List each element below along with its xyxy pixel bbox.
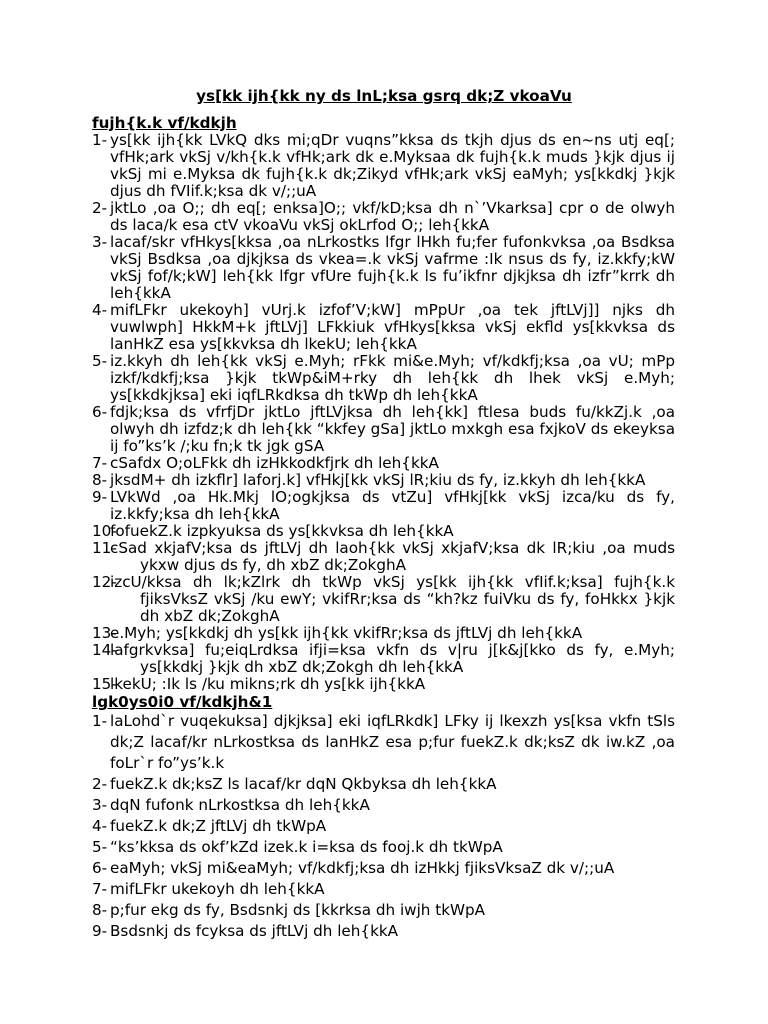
list-item	[92, 858, 675, 879]
list-item-number: 9-	[92, 922, 108, 940]
inspection-officer-duty-list	[92, 132, 675, 693]
document-body	[92, 114, 675, 942]
list-item	[92, 879, 675, 900]
list-item-number: 10-	[92, 522, 117, 540]
list-item	[92, 837, 675, 858]
list-item	[92, 642, 675, 676]
list-item	[92, 353, 675, 404]
list-item	[92, 574, 675, 625]
list-item-number: 3-	[92, 796, 108, 814]
list-item	[92, 132, 675, 200]
list-item-number: 12-	[92, 573, 117, 591]
list-item-number: 2-	[92, 775, 108, 793]
list-item-text: mifLFkr ukekoyh dh leh{kkA	[110, 880, 325, 898]
list-item-text: Bsdsnkj ds fcyksa ds jftLVj dh leh{kkA	[110, 922, 399, 940]
list-item-text: eaMyh; vkSj mi&eaMyh; vf/kdkfj;ksa dh izHkkj fjiksVksaZ dk v/;;uA	[110, 859, 615, 877]
list-item	[92, 900, 675, 921]
list-item-text: “ks’kksa ds okf’kZd izek.k i=ksa ds fooj.k dh tkWpA	[110, 838, 503, 856]
list-item-number: 2-	[92, 199, 108, 217]
list-item-text: jksdM+ dh izkflr] laforj.k] vfHkj[kk vkSj lR;kiu ds fy, iz.kkyh dh leh{kkA	[110, 471, 646, 489]
list-item-number: 1-	[92, 131, 108, 149]
list-item-text: jktLo ,oa O;; dh eq[; enksa]O;; vkf/kD;ksa dh n`’Vkarksa] cpr o de olwyh ds laca/k esa ctV vkoaVu vkSj okLrfod O;; leh{kkA	[110, 199, 675, 234]
list-item-number: 5-	[92, 352, 108, 370]
list-item	[92, 455, 675, 472]
page-title: ys[kk ijh{kk ny ds lnL;ksa gsrq dk;Z vkoaVu	[196, 87, 572, 105]
list-item-text: iz.kkyh dh leh{kk vkSj e.Myh; rFkk mi&e.Myh; vf/kdkfj;ksa ,oa vU; mPp izkf/kdkfj;ksa }kjk tkWp&iM+rky dh leh{kk dh lhek vkSj e.Myh; ys[kkdkjksa] eki iqfLRkdksa dh tkWp dh leh{kkA	[110, 352, 675, 404]
list-item-number: 6-	[92, 403, 108, 421]
list-item-text: fdjk;ksa ds vfrfjDr jktLo jftLVjksa dh leh{kk] ftlesa buds fu/kkZj.k ,oa olwyh dh izfdz;k dh leh{kk “kkfey gSa] jktLo mxkgh esa fxjkoV ds ekeyksa ij fo”ks’k /;ku fn;k tk jgk gSA	[110, 403, 676, 455]
list-item	[92, 921, 675, 942]
list-item	[92, 523, 675, 540]
assistant-audit-officer-duty-list	[92, 711, 675, 942]
list-item-text: lkekU; :Ik ls /ku mikns;rk dh ys[kk ijh{kkA	[110, 675, 426, 693]
list-item-number: 15-	[92, 675, 117, 693]
list-item-text: laLohd`r vuqekuksa] djkjksa] eki iqfLRkdk] LFky ij lkexzh ys[ksa vkfn tSls dk;Z lacaf/kr nLrkostksa ds lanHkZ esa p;fur fuekZ.k dk;ksZ dk iw.kZ ,oa foLr`r fo”ys’k.k	[110, 712, 675, 772]
list-item	[92, 200, 675, 234]
list-item-number: 8-	[92, 471, 108, 489]
list-item-number: 11-	[92, 539, 117, 557]
list-item	[92, 404, 675, 455]
list-item-text: izcU/kksa dh lk;kZlrk dh tkWp vkSj ys[kk ijh{kk vfIif.k;ksa] fujh{k.k fjiksVksZ vkSj /ku ewY; vkifRr;ksa ds “kh?kz fuiVku ds fy, foHkkx }kjk dh xbZ dk;ZokghA	[110, 573, 675, 625]
list-item	[92, 472, 675, 489]
section-heading-assistant-audit-officer: lgk0ys0i0 vf/kdkjh&1	[92, 693, 273, 711]
list-item-text: mifLFkr ukekoyh] vUrj.k izfof’V;kW] mPpUr ,oa tek jftLVj]] njks dh vuwlwph] HkkM+k jftLVj] LFkkiuk vfHkys[kksa vkSj ekfld ys[kkvksa ds lanHkZ esa ys[kkvksa dh lkekU; leh{kkA	[110, 301, 675, 353]
list-item-text: e.Myh; ys[kkdkj dh ys[kk ijh{kk vkifRr;ksa ds jftLVj dh leh{kkA	[110, 624, 583, 642]
section-heading-inspection-officer: fujh{k.k vf/kdkjh	[92, 114, 237, 132]
list-item-text: fofuekZ.k izpkyuksa ds ys[kkvksa dh leh{kkA	[110, 522, 454, 540]
list-item	[92, 489, 675, 523]
list-item-text: p;fur ekg ds fy, Bsdsnkj ds [kkrksa dh iwjh tkWpA	[110, 901, 486, 919]
list-item	[92, 774, 675, 795]
list-item-text: lafgrkvksa] fu;eiqLrdksa ifji=ksa vkfn ds v|ru j[k&j[kko ds fy, e.Myh; ys[kkdkj }kjk dh xbZ dk;Zokgh dh leh{kkA	[110, 641, 675, 676]
list-item-text: cSad xkjafV;ksa ds jftLVj dh laoh{kk vkSj xkjafV;ksa dk lR;kiu ,oa muds ykxw djus ds fy, dh xbZ dk;ZokghA	[110, 539, 675, 574]
list-item-number: 7-	[92, 880, 108, 898]
list-item	[92, 676, 675, 693]
list-item-text: ys[kk ijh{kk LVkQ dks mi;qDr vuqns”kksa ds tkjh djus ds en~ns utj eq[; vfHk;ark vkSj v/kh{k.k vfHk;ark dk e.Myksaa dk fujh{k.k muds }kjk djus ij vkSj mi e.Myksa dk fujh{k.k dk;Zikyd vfHk;ark vkSj eaMyh; ys[kkdkj }kjk djus dh fVIif.k;ksa dk v/;;uA	[110, 131, 675, 200]
list-item-number: 4-	[92, 301, 108, 319]
list-item-number: 1-	[92, 712, 108, 730]
list-item	[92, 302, 675, 353]
list-item	[92, 795, 675, 816]
list-item-text: cSafdx O;oLFkk dh izHkkodkfjrk dh leh{kkA	[110, 454, 439, 472]
list-item-number: 4-	[92, 817, 108, 835]
list-item	[92, 711, 675, 774]
list-item	[92, 234, 675, 302]
list-item-number: 8-	[92, 901, 108, 919]
list-item-number: 3-	[92, 233, 108, 251]
list-item-text: fuekZ.k dk;ksZ ls lacaf/kr dqN Qkbyksa dh leh{kkA	[110, 775, 497, 793]
list-item-number: 7-	[92, 454, 108, 472]
list-item-number: 14-	[92, 641, 117, 659]
list-item	[92, 540, 675, 574]
list-item-number: 6-	[92, 859, 108, 877]
list-item-text: fuekZ.k dk;Z jftLVj dh tkWpA	[110, 817, 327, 835]
list-item-text: lacaf/skr vfHkys[kksa ,oa nLrkostks lfgr lHkh fu;fer fufonkvksa ,oa Bsdksa vkSj Bsdksa ,oa djkjksa ds vkea=.k vkSj vafrme :Ik nsus ds fy, iz.kkfy;kW vkSj fof/k;kW] leh{kk lfgr vfUre fujh{k.k ls fu’ikfnr djkjksa dh izfr”krrk dh leh{kkA	[110, 233, 675, 302]
list-item-number: 13-	[92, 624, 117, 642]
list-item	[92, 625, 675, 642]
list-item-text: LVkWd ,oa Hk.Mkj lO;ogkjksa ds vtZu] vfHkj[kk vkSj izca/ku ds fy, iz.kkfy;ksa dh leh{kkA	[110, 488, 675, 523]
list-item-text: dqN fufonk nLrkostksa dh leh{kkA	[110, 796, 370, 814]
list-item-number: 5-	[92, 838, 108, 856]
list-item-number: 9-	[92, 488, 108, 506]
list-item	[92, 816, 675, 837]
